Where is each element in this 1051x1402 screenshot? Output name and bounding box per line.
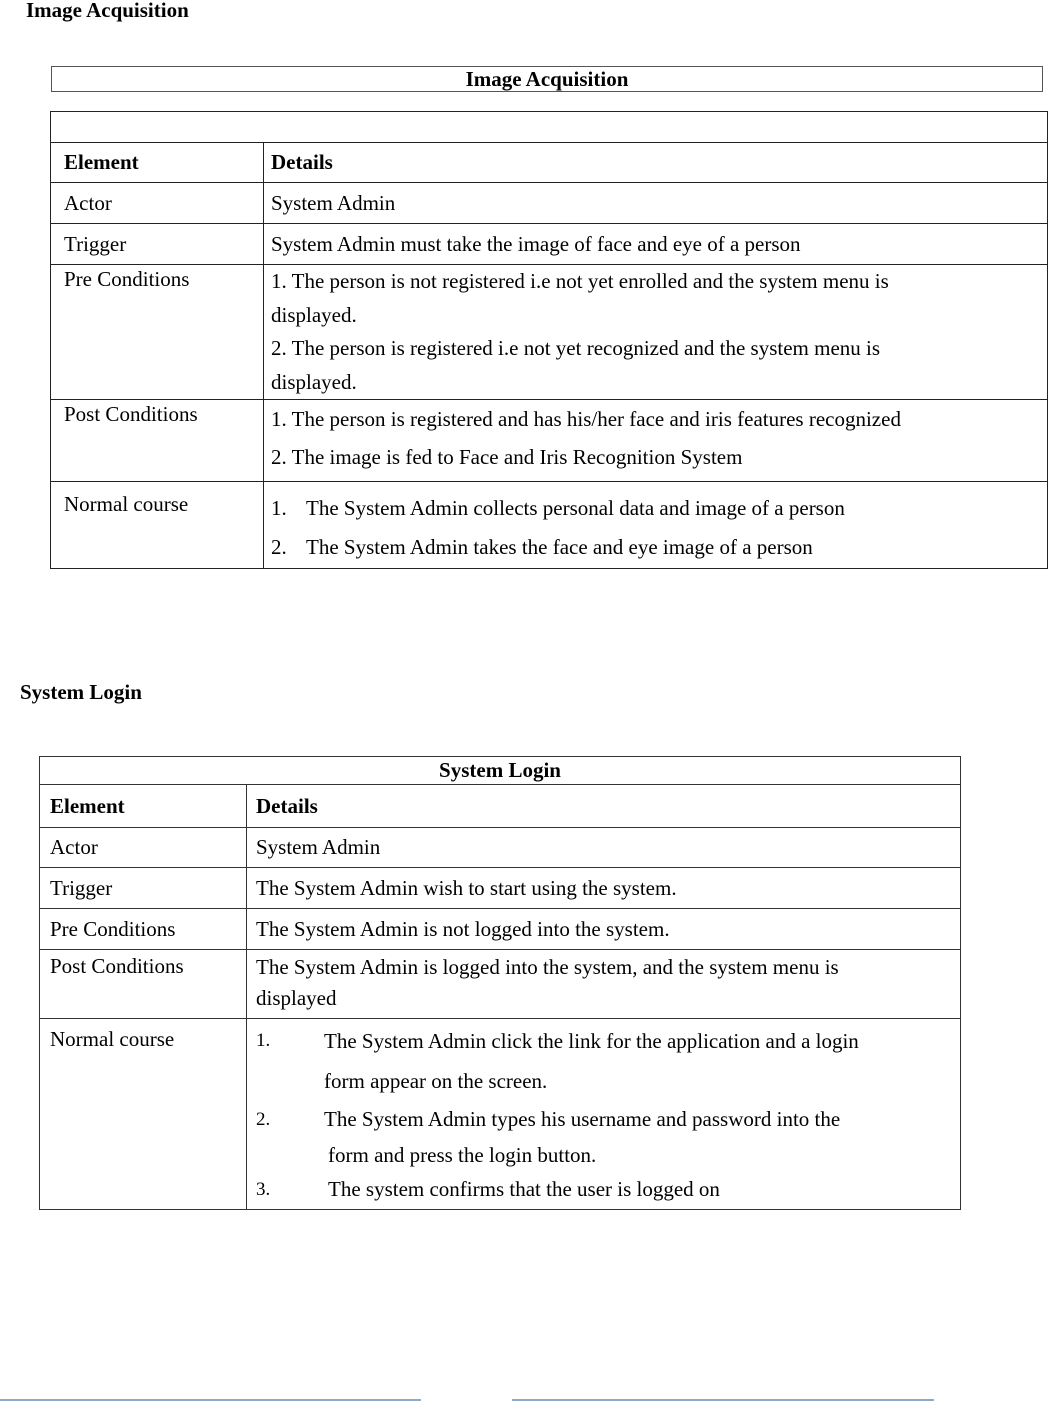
image-acquisition-caption: Image Acquisition: [51, 66, 1043, 92]
system-login-table: [39, 756, 961, 1210]
normal-course-step: [256, 1173, 960, 1206]
post-condition-line: The System Admin is logged into the system, and the system menu is: [256, 955, 839, 979]
table-row: [51, 400, 1048, 482]
row-value-normal-course: [247, 1019, 961, 1210]
table-row: [40, 1019, 961, 1210]
row-value-actor: System Admin: [247, 828, 961, 868]
table-header-row: [40, 785, 961, 828]
step-number: 3.: [256, 1179, 271, 1200]
header-element: Element: [40, 785, 247, 828]
row-label-normal-course: Normal course: [40, 1019, 247, 1210]
normal-course-step: [271, 489, 1047, 528]
normal-course-step: [256, 1101, 960, 1173]
system-login-heading: System Login: [20, 680, 142, 704]
table-header-row: [51, 143, 1048, 183]
step-line: form and press the login button.: [328, 1143, 597, 1167]
row-label-actor: Actor: [40, 828, 247, 868]
step-number: 1.: [256, 1030, 271, 1051]
normal-course-step: [256, 1021, 960, 1101]
post-condition-line: 1. The person is registered and has his/her face and iris features recognized: [271, 407, 901, 431]
table-row: [40, 950, 961, 1019]
step-line: The system confirms that the user is logged on: [328, 1177, 720, 1201]
step-line: The System Admin types his username and password into the: [324, 1107, 841, 1131]
pre-condition-line: displayed.: [271, 302, 357, 327]
header-details: Details: [264, 143, 1048, 183]
row-label-pre-conditions: Pre Conditions: [40, 909, 247, 950]
table-row: [51, 224, 1048, 265]
table-row: [51, 482, 1048, 569]
post-condition-line: 2. The image is fed to Face and Iris Recognition System: [271, 445, 743, 469]
normal-course-step: [271, 528, 1047, 567]
row-label-post-conditions: Post Conditions: [40, 950, 247, 1019]
image-acquisition-blank-row: [50, 111, 1048, 142]
row-label-normal-course: [51, 482, 264, 569]
system-login-caption: System Login: [40, 757, 961, 785]
table-row: [51, 183, 1048, 224]
row-value-normal-course: [264, 482, 1048, 569]
row-label-post-conditions: Post Conditions: [51, 400, 264, 482]
row-value-post-conditions: [247, 950, 961, 1019]
row-value-trigger: System Admin must take the image of face and eye of a person: [264, 224, 1048, 265]
row-value-pre-conditions: The System Admin is not logged into the system.: [247, 909, 961, 950]
step-text: The System Admin takes the face and eye image of a person: [306, 535, 813, 559]
step-number: 2.: [271, 535, 287, 559]
row-label-pre-conditions: Pre Conditions: [51, 265, 264, 400]
image-acquisition-table: [50, 142, 1048, 569]
row-label-trigger: Trigger: [40, 868, 247, 909]
table-row: [40, 868, 961, 909]
pre-condition-line: 2. The person is registered i.e not yet recognized and the system menu is: [271, 336, 881, 360]
step-line: form appear on the screen.: [324, 1069, 548, 1093]
row-value-post-conditions: [264, 400, 1048, 482]
header-element: Element: [51, 143, 264, 183]
step-line: The System Admin click the link for the application and a login: [324, 1029, 859, 1053]
table-caption-row: [40, 757, 961, 785]
post-condition-line: displayed: [256, 986, 337, 1010]
step-number: 2.: [256, 1109, 271, 1130]
image-acquisition-heading: Image Acquisition: [26, 0, 189, 22]
pre-condition-line: 1. The person is not registered i.e not yet enrolled and the system menu is: [271, 269, 889, 293]
normal-course-label: Normal course: [64, 492, 189, 516]
step-text: The System Admin collects personal data and image of a person: [306, 496, 845, 520]
footer-rule-right: [512, 1399, 934, 1401]
row-value-trigger: The System Admin wish to start using the system.: [247, 868, 961, 909]
footer-rule-left: [0, 1399, 421, 1401]
row-value-pre-conditions: [264, 265, 1048, 400]
table-row: [40, 909, 961, 950]
header-details: Details: [247, 785, 961, 828]
row-value-actor: System Admin: [264, 183, 1048, 224]
row-label-actor: Actor: [51, 183, 264, 224]
table-row: [40, 828, 961, 868]
step-number: 1.: [271, 496, 287, 520]
table-row: [51, 265, 1048, 400]
pre-condition-line: displayed.: [271, 369, 357, 394]
row-label-trigger: Trigger: [51, 224, 264, 265]
